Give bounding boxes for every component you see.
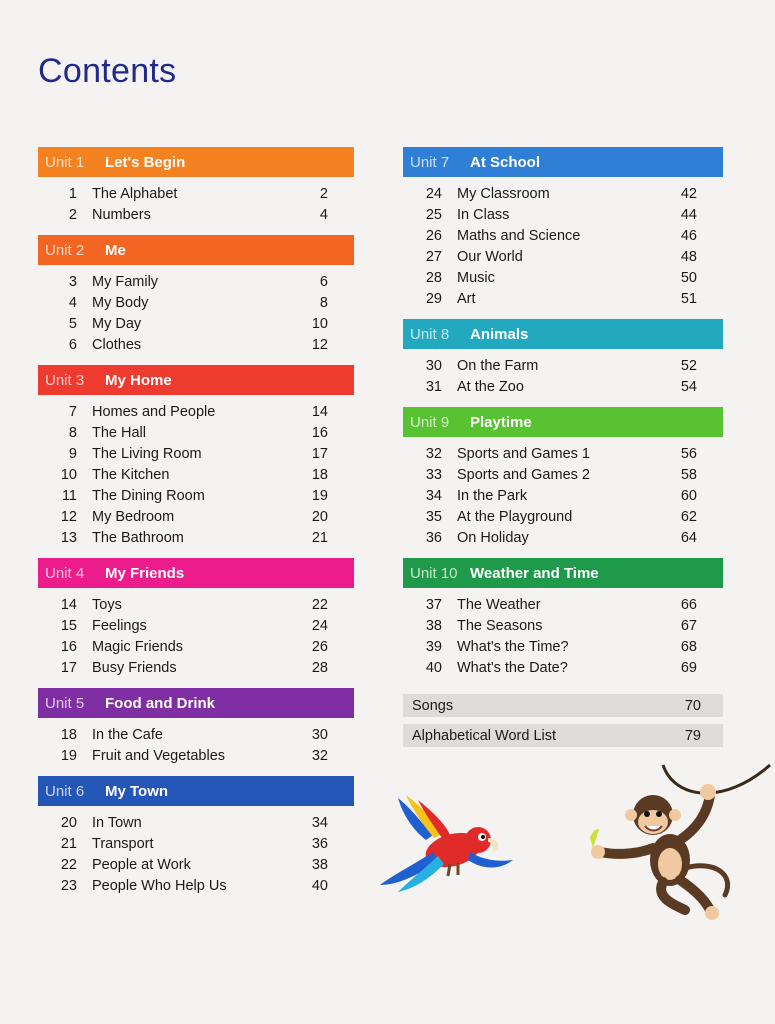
lesson-row — [403, 464, 723, 485]
extra-row-alphabetical-word-list — [403, 724, 723, 747]
unit-title: My Town — [105, 782, 169, 800]
lesson-page: 56 — [680, 445, 697, 462]
lesson-row — [403, 615, 723, 636]
lesson-num: 40 — [425, 659, 442, 676]
lesson-row — [403, 355, 723, 376]
unit-header-unit-9 — [403, 407, 723, 437]
unit-title: Food and Drink — [105, 694, 215, 712]
lesson-name: The Dining Room — [92, 487, 205, 504]
lesson-page: 52 — [680, 357, 697, 374]
lesson-num: 30 — [425, 357, 442, 374]
unit-number: Unit 5 — [45, 694, 85, 712]
lesson-name: In the Park — [457, 487, 528, 504]
lesson-list — [38, 395, 354, 558]
lesson-name: People at Work — [92, 856, 191, 873]
lesson-page: 14 — [311, 403, 328, 420]
unit-title: Me — [105, 241, 126, 259]
lesson-num: 39 — [425, 638, 442, 655]
lesson-num: 11 — [61, 487, 77, 504]
lesson-list — [38, 718, 354, 776]
lesson-list — [403, 437, 723, 558]
lesson-name: My Bedroom — [92, 508, 175, 525]
lesson-page: 44 — [680, 206, 697, 223]
lesson-name: Maths and Science — [457, 227, 581, 244]
lesson-page: 6 — [319, 273, 328, 290]
lesson-name: In the Cafe — [92, 726, 163, 743]
unit-header-unit-1 — [38, 147, 354, 177]
lesson-page: 2 — [319, 185, 328, 202]
lesson-row — [403, 594, 723, 615]
unit-section-unit-2 — [38, 235, 354, 365]
lesson-num: 10 — [60, 466, 77, 483]
lesson-row — [38, 657, 354, 678]
lesson-page: 21 — [311, 529, 328, 546]
unit-header-unit-3 — [38, 365, 354, 395]
lesson-name: The Seasons — [457, 617, 543, 634]
unit-title: Weather and Time — [470, 564, 599, 582]
lesson-page: 66 — [680, 596, 697, 613]
lesson-name: The Weather — [457, 596, 541, 613]
lesson-num: 33 — [425, 466, 442, 483]
lesson-num: 8 — [68, 424, 77, 441]
lesson-name: In Town — [92, 814, 142, 831]
lesson-num: 34 — [425, 487, 442, 504]
lesson-page: 8 — [319, 294, 328, 311]
lesson-row — [38, 506, 354, 527]
lesson-page: 38 — [311, 856, 328, 873]
unit-title: My Friends — [105, 564, 185, 582]
monkey-illustration — [585, 760, 775, 925]
lesson-row — [38, 422, 354, 443]
lesson-list — [403, 349, 723, 407]
unit-title: Playtime — [470, 413, 532, 431]
lesson-name: Our World — [457, 248, 523, 265]
lesson-num: 15 — [60, 617, 77, 634]
unit-header-unit-5 — [38, 688, 354, 718]
lesson-row — [38, 854, 354, 875]
extra-row-songs — [403, 694, 723, 717]
lesson-num: 29 — [425, 290, 442, 307]
lesson-name: On Holiday — [457, 529, 529, 546]
unit-number: Unit 10 — [410, 564, 458, 582]
lesson-num: 23 — [60, 877, 77, 894]
lesson-row — [38, 745, 354, 766]
lesson-num: 24 — [425, 185, 442, 202]
lesson-name: My Family — [92, 273, 159, 290]
lesson-page: 68 — [680, 638, 697, 655]
lesson-name: The Bathroom — [92, 529, 184, 546]
extra-name: Alphabetical Word List — [412, 727, 557, 744]
lesson-page: 18 — [311, 466, 328, 483]
lesson-num: 31 — [425, 378, 442, 395]
lesson-row — [38, 401, 354, 422]
lesson-name: Sports and Games 1 — [457, 445, 590, 462]
unit-number: Unit 9 — [410, 413, 450, 431]
lesson-num: 3 — [68, 273, 77, 290]
lesson-page: 10 — [311, 315, 328, 332]
unit-number: Unit 2 — [45, 241, 85, 259]
unit-section-unit-8 — [403, 319, 723, 407]
unit-section-unit-4 — [38, 558, 354, 688]
lesson-page: 24 — [311, 617, 328, 634]
unit-section-unit-5 — [38, 688, 354, 776]
lesson-row — [38, 443, 354, 464]
lesson-name: The Living Room — [92, 445, 202, 462]
lesson-row — [38, 833, 354, 854]
lesson-row — [38, 812, 354, 833]
lesson-num: 2 — [68, 206, 77, 223]
page-title: Contents — [38, 52, 177, 90]
lesson-page: 62 — [680, 508, 697, 525]
lesson-row — [403, 657, 723, 678]
lesson-num: 1 — [68, 185, 77, 202]
lesson-name: Numbers — [92, 206, 151, 223]
lesson-name: The Kitchen — [92, 466, 170, 483]
unit-number: Unit 4 — [45, 564, 85, 582]
lesson-page: 58 — [680, 466, 697, 483]
lesson-row — [403, 246, 723, 267]
lesson-page: 51 — [680, 290, 697, 307]
lesson-name: On the Farm — [457, 357, 539, 374]
lesson-row — [403, 288, 723, 309]
lesson-page: 17 — [311, 445, 328, 462]
lesson-row — [38, 271, 354, 292]
lesson-row — [38, 875, 354, 896]
lesson-num: 35 — [425, 508, 442, 525]
lesson-num: 18 — [60, 726, 77, 743]
lesson-page: 32 — [311, 747, 328, 764]
lesson-row — [38, 724, 354, 745]
lesson-row — [403, 636, 723, 657]
lesson-page: 34 — [311, 814, 328, 831]
lesson-page: 30 — [311, 726, 328, 743]
lesson-name: Art — [457, 290, 476, 307]
lesson-row — [403, 225, 723, 246]
lesson-row — [403, 443, 723, 464]
lesson-name: At the Zoo — [457, 378, 524, 395]
lesson-num: 26 — [425, 227, 442, 244]
lesson-name: People Who Help Us — [92, 877, 227, 894]
lesson-num: 25 — [425, 206, 442, 223]
lesson-page: 40 — [311, 877, 328, 894]
lesson-page: 46 — [680, 227, 697, 244]
unit-header-unit-10 — [403, 558, 723, 588]
unit-section-unit-3 — [38, 365, 354, 558]
lesson-name: Toys — [92, 596, 122, 613]
unit-header-unit-7 — [403, 147, 723, 177]
lesson-row — [38, 636, 354, 657]
lesson-num: 12 — [60, 508, 77, 525]
lesson-num: 14 — [60, 596, 77, 613]
lesson-row — [403, 527, 723, 548]
lesson-page: 60 — [680, 487, 697, 504]
unit-number: Unit 3 — [45, 371, 85, 389]
lesson-page: 22 — [311, 596, 328, 613]
right-column — [403, 147, 723, 754]
lesson-name: Clothes — [92, 336, 142, 353]
lesson-num: 13 — [60, 529, 77, 546]
lesson-num: 32 — [425, 445, 442, 462]
lesson-list — [403, 588, 723, 688]
lesson-page: 54 — [680, 378, 697, 395]
lesson-page: 36 — [311, 835, 328, 852]
lesson-num: 5 — [68, 315, 77, 332]
unit-number: Unit 1 — [45, 153, 85, 171]
lesson-num: 22 — [60, 856, 77, 873]
lesson-name: Magic Friends — [92, 638, 184, 655]
unit-section-unit-10 — [403, 558, 723, 688]
unit-header-unit-2 — [38, 235, 354, 265]
unit-title: At School — [470, 153, 540, 171]
parrot-illustration — [378, 790, 518, 895]
unit-title: Let's Begin — [105, 153, 186, 171]
lesson-page: 28 — [311, 659, 328, 676]
lesson-page: 48 — [680, 248, 697, 265]
unit-number: Unit 7 — [410, 153, 450, 171]
unit-section-unit-7 — [403, 147, 723, 319]
lesson-name: In Class — [457, 206, 510, 223]
lesson-name: Feelings — [92, 617, 147, 634]
unit-header-unit-4 — [38, 558, 354, 588]
lesson-name: My Classroom — [457, 185, 550, 202]
lesson-name: My Day — [92, 315, 142, 332]
lesson-name: Music — [457, 269, 495, 286]
lesson-num: 28 — [425, 269, 442, 286]
lesson-list — [38, 588, 354, 688]
lesson-num: 9 — [68, 445, 77, 462]
lesson-page: 12 — [311, 336, 328, 353]
lesson-page: 50 — [680, 269, 697, 286]
lesson-page: 19 — [311, 487, 328, 504]
lesson-name: The Hall — [92, 424, 146, 441]
lesson-row — [38, 204, 354, 225]
lesson-name: Busy Friends — [92, 659, 177, 676]
lesson-list — [403, 177, 723, 319]
lesson-num: 17 — [60, 659, 77, 676]
lesson-row — [403, 267, 723, 288]
lesson-row — [38, 615, 354, 636]
unit-header-unit-6 — [38, 776, 354, 806]
unit-section-unit-1 — [38, 147, 354, 235]
lesson-page: 20 — [311, 508, 328, 525]
lesson-num: 27 — [425, 248, 442, 265]
lesson-num: 37 — [425, 596, 442, 613]
lesson-list — [38, 806, 354, 906]
lesson-page: 4 — [319, 206, 328, 223]
extra-name: Songs — [412, 697, 454, 714]
lesson-row — [38, 183, 354, 204]
extra-page: 70 — [684, 697, 701, 714]
lesson-num: 16 — [60, 638, 77, 655]
lesson-page: 26 — [311, 638, 328, 655]
lesson-num: 36 — [425, 529, 442, 546]
lesson-num: 21 — [60, 835, 77, 852]
unit-number: Unit 6 — [45, 782, 85, 800]
lesson-name: At the Playground — [457, 508, 573, 525]
lesson-row — [403, 376, 723, 397]
unit-section-unit-9 — [403, 407, 723, 558]
lesson-page: 16 — [311, 424, 328, 441]
lesson-num: 20 — [60, 814, 77, 831]
lesson-name: The Alphabet — [92, 185, 178, 202]
unit-title: My Home — [105, 371, 172, 389]
lesson-page: 67 — [680, 617, 697, 634]
left-column — [38, 147, 354, 906]
lesson-row — [38, 313, 354, 334]
lesson-name: What's the Time? — [457, 638, 569, 655]
lesson-name: Sports and Games 2 — [457, 466, 590, 483]
unit-title: Animals — [470, 325, 529, 343]
lesson-list — [38, 177, 354, 235]
lesson-row — [403, 485, 723, 506]
lesson-row — [38, 594, 354, 615]
lesson-num: 19 — [60, 747, 77, 764]
lesson-num: 7 — [68, 403, 77, 420]
lesson-name: Homes and People — [92, 403, 216, 420]
lesson-row — [38, 485, 354, 506]
lesson-list — [38, 265, 354, 365]
unit-number: Unit 8 — [410, 325, 450, 343]
lesson-row — [403, 204, 723, 225]
lesson-name: Fruit and Vegetables — [92, 747, 226, 764]
lesson-page: 64 — [680, 529, 697, 546]
unit-header-unit-8 — [403, 319, 723, 349]
lesson-num: 6 — [68, 336, 77, 353]
lesson-row — [38, 334, 354, 355]
lesson-page: 69 — [680, 659, 697, 676]
lesson-name: My Body — [92, 294, 149, 311]
unit-section-unit-6 — [38, 776, 354, 906]
lesson-num: 4 — [68, 294, 77, 311]
lesson-row — [38, 464, 354, 485]
lesson-num: 38 — [425, 617, 442, 634]
lesson-row — [403, 506, 723, 527]
extra-page: 79 — [684, 727, 701, 744]
lesson-name: Transport — [92, 835, 154, 852]
lesson-row — [38, 527, 354, 548]
lesson-row — [38, 292, 354, 313]
lesson-row — [403, 183, 723, 204]
lesson-name: What's the Date? — [457, 659, 568, 676]
lesson-page: 42 — [680, 185, 697, 202]
